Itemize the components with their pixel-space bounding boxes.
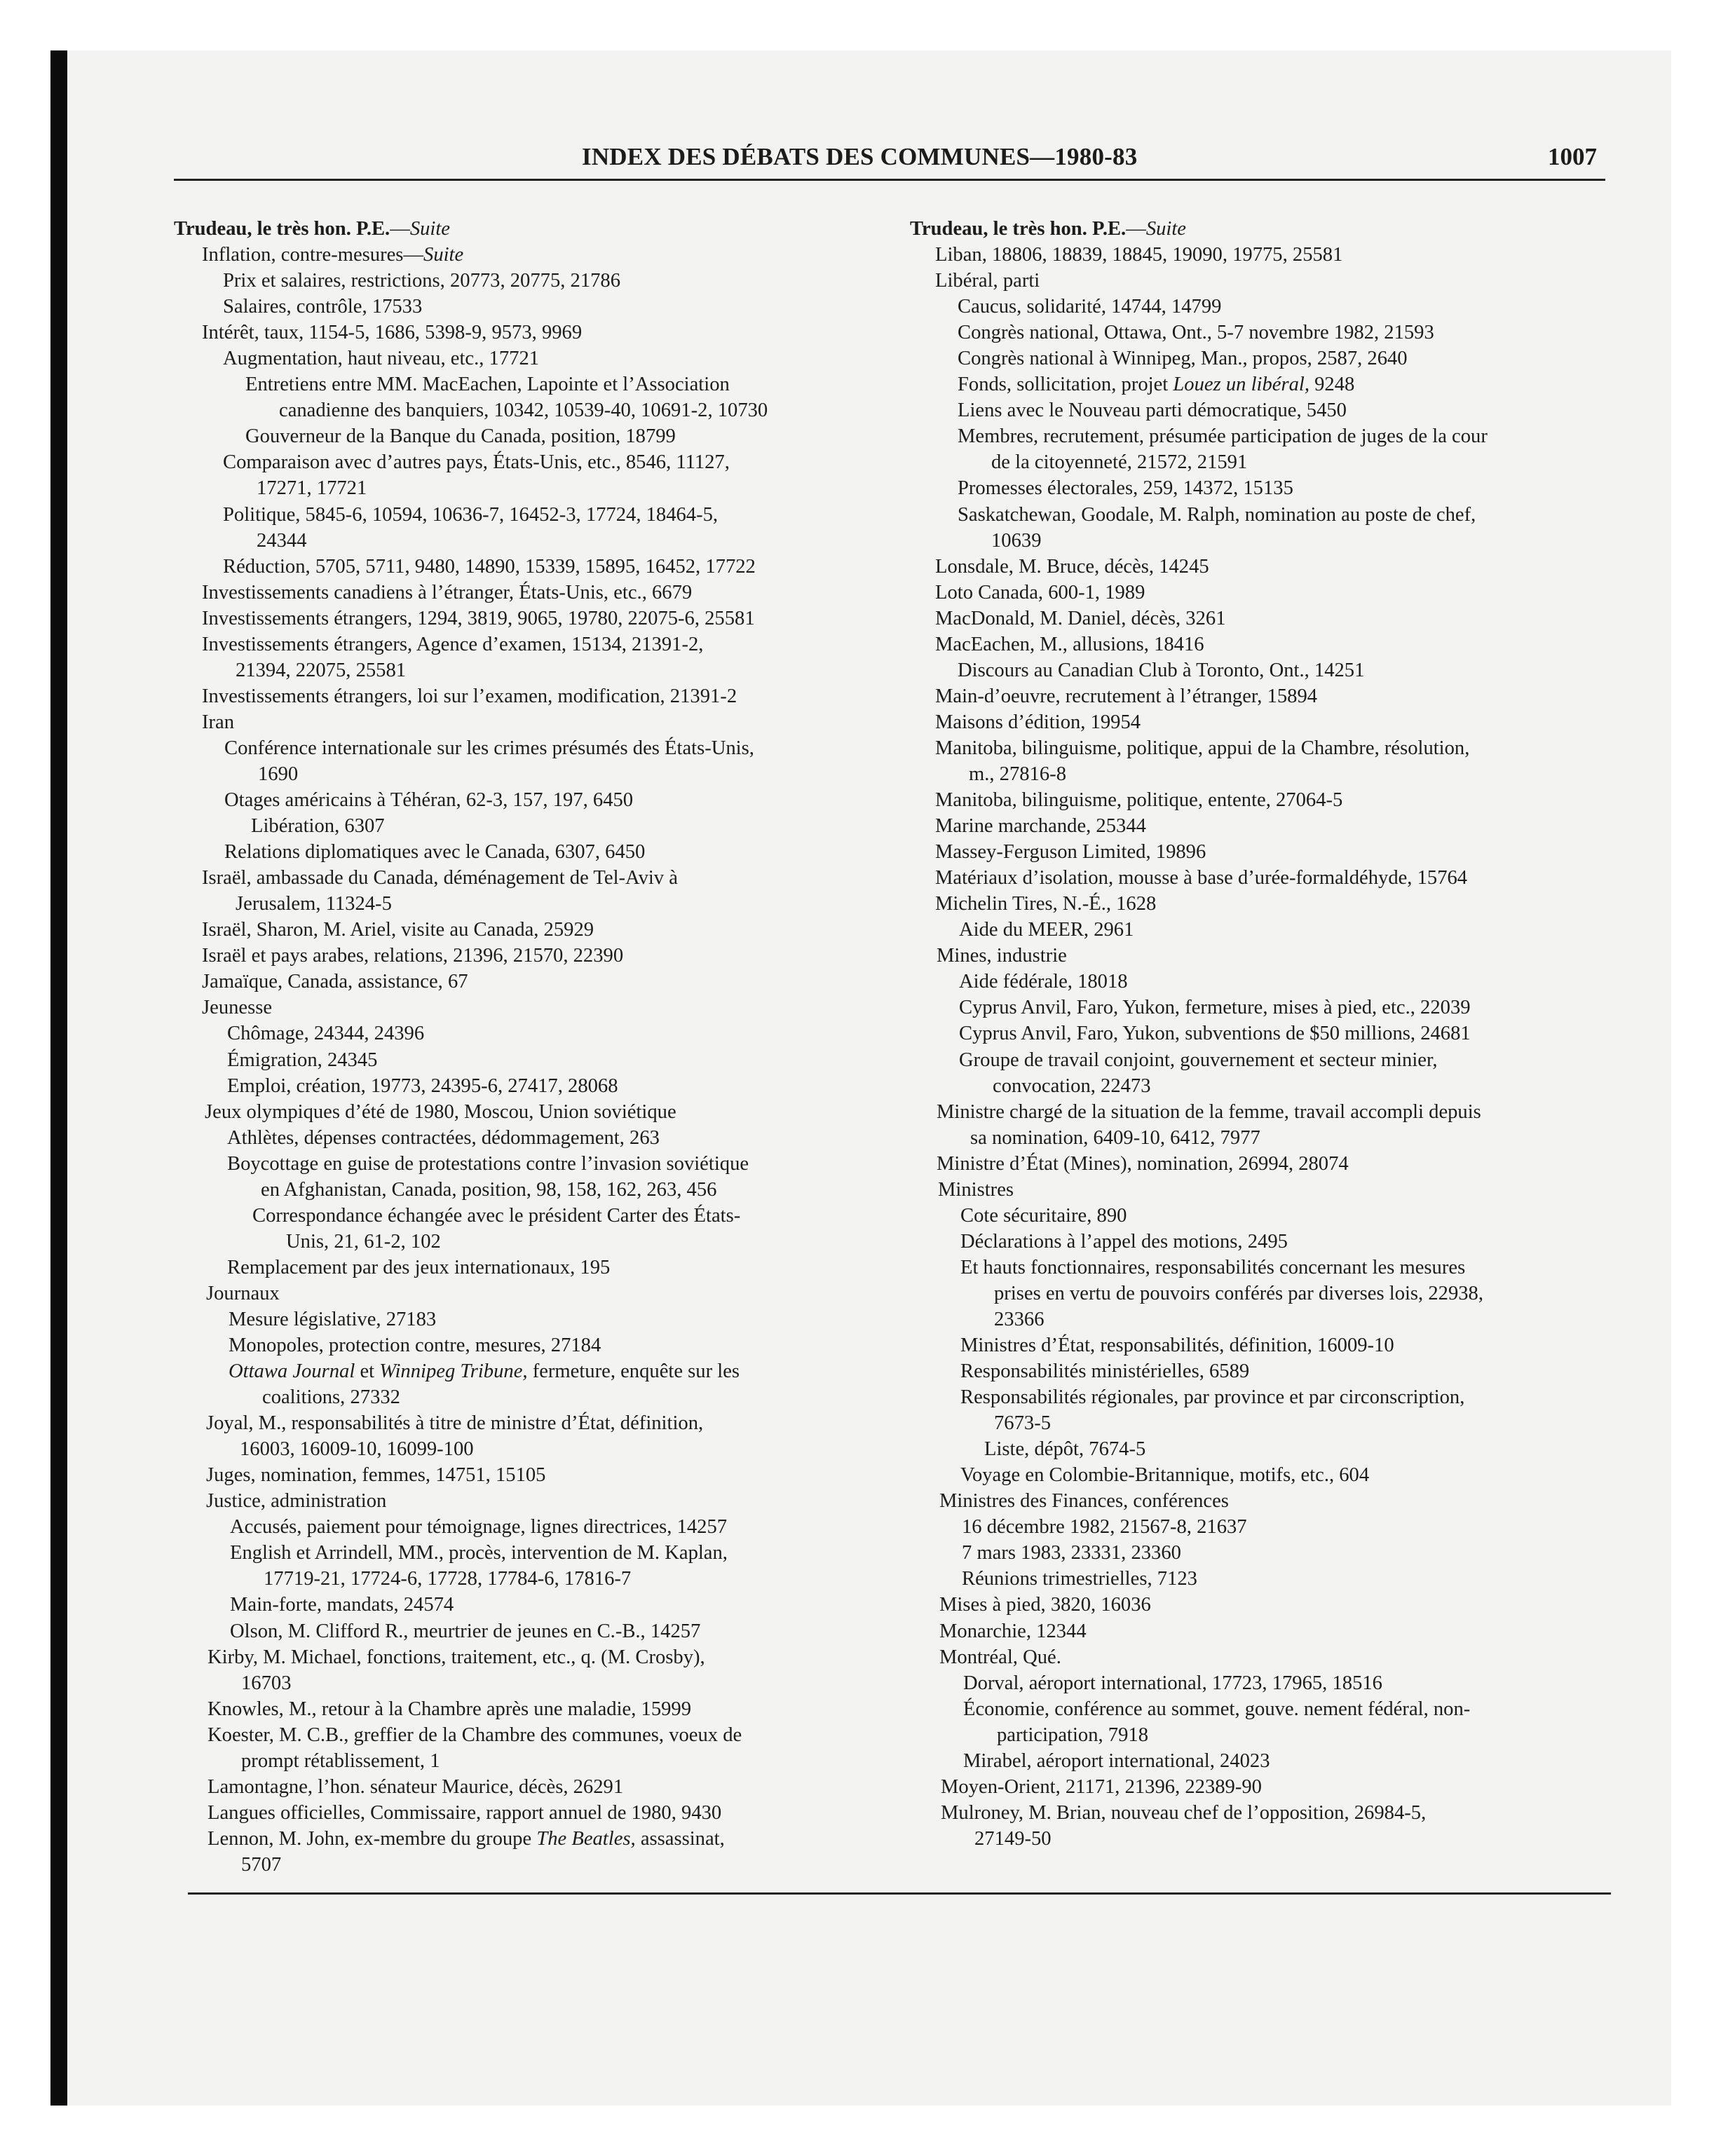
- entry-text: —: [390, 218, 410, 240]
- index-entry-line: [174, 632, 868, 657]
- entry-text: English et Arrindell, MM., procès, intervention de M. Kaplan,: [230, 1542, 728, 1564]
- index-entry-line: [174, 397, 868, 423]
- entry-text: Israël, ambassade du Canada, déménagement de Tel-Aviv à: [202, 867, 678, 889]
- index-entry-line: [910, 346, 1611, 371]
- italic-text: The Beatles,: [536, 1827, 636, 1850]
- index-entry-line: [910, 1384, 1611, 1410]
- entry-text: Matériaux d’isolation, mousse à base d’urée-formaldéhyde, 15764: [935, 867, 1468, 889]
- index-entry-line: [174, 1748, 868, 1774]
- entry-text: Émigration, 24345: [227, 1049, 378, 1071]
- index-entry-line: [910, 528, 1611, 554]
- index-entry-line: [910, 891, 1611, 917]
- entry-text: Joyal, M., responsabilités à titre de ministre d’État, définition,: [206, 1412, 704, 1435]
- entry-text: Promesses électorales, 259, 14372, 15135: [958, 477, 1293, 500]
- entry-text: Justice, administration: [206, 1490, 387, 1513]
- entry-text: Juges, nomination, femmes, 14751, 15105: [206, 1464, 546, 1487]
- index-entry-line: [910, 580, 1611, 606]
- entry-text: Chômage, 24344, 24396: [227, 1023, 425, 1045]
- entry-text: Olson, M. Clifford R., meurtrier de jeunes en C.-B., 14257: [230, 1620, 701, 1642]
- entry-text: Liban, 18806, 18839, 18845, 19090, 19775, 25581: [935, 244, 1343, 266]
- index-column-left: [174, 216, 868, 1878]
- entry-text: Cyprus Anvil, Faro, Yukon, fermeture, mises à pied, etc., 22039: [959, 997, 1471, 1019]
- index-entry-line: [174, 1125, 868, 1151]
- index-entry-line: [910, 969, 1611, 995]
- entry-text: 1690: [258, 763, 299, 785]
- index-entry-line: [174, 580, 868, 606]
- italic-text: Suite: [1145, 218, 1186, 240]
- entry-text: 7673-5: [994, 1412, 1052, 1435]
- index-entry-line: [910, 1462, 1611, 1488]
- index-entry-line: [910, 917, 1611, 943]
- entry-text: Ministre d’État (Mines), nomination, 26994, 28074: [937, 1152, 1349, 1175]
- entry-text: Loto Canada, 600-1, 1989: [935, 581, 1145, 603]
- index-entry-line: [910, 1644, 1611, 1670]
- index-entry-line: [174, 813, 868, 839]
- entry-text: Fonds, sollicitation, projet: [958, 374, 1173, 396]
- index-entry-line: [174, 1670, 868, 1696]
- index-entry-line: [910, 1722, 1611, 1748]
- index-entry-line: [174, 1852, 868, 1878]
- entry-text: Mines, industrie: [937, 945, 1067, 967]
- index-entry-line: [174, 423, 868, 449]
- index-entry-line: [174, 1774, 868, 1800]
- entry-text: 5707: [241, 1853, 282, 1876]
- index-entry-line: [910, 1099, 1611, 1125]
- index-entry-line: [910, 1826, 1611, 1852]
- index-entry-line: [910, 320, 1611, 346]
- index-entry-line: [174, 528, 868, 554]
- index-entry-line: [910, 502, 1611, 528]
- index-entry-line: [174, 449, 868, 475]
- entry-text: et: [355, 1360, 380, 1383]
- index-entry-line: [910, 995, 1611, 1021]
- index-entry-line: [174, 502, 868, 528]
- entry-text: Libéral, parti: [935, 270, 1040, 292]
- index-entry-line: [174, 683, 868, 709]
- index-entry-line: [174, 320, 868, 346]
- entry-text: Israël et pays arabes, relations, 21396, 21570, 22390: [202, 945, 624, 967]
- index-entry-line: [910, 1047, 1611, 1073]
- index-entry-line: [174, 1514, 868, 1540]
- index-heading-text: Trudeau, le très hon. P.E.: [174, 218, 390, 240]
- entry-text: Unis, 21, 61-2, 102: [286, 1230, 441, 1253]
- index-entry-line: [174, 1722, 868, 1748]
- entry-text: Intérêt, taux, 1154-5, 1686, 5398-9, 9573, 9969: [202, 322, 583, 344]
- entry-text: en Afghanistan, Canada, position, 98, 158, 162, 263, 456: [261, 1178, 717, 1201]
- index-entry-line: [910, 709, 1611, 735]
- index-entry-line: [910, 1358, 1611, 1384]
- entry-text: Monarchie, 12344: [939, 1620, 1087, 1642]
- index-entry-line: [174, 865, 868, 891]
- entry-text: Ministres des Finances, conférences: [939, 1490, 1229, 1513]
- entry-text: m., 27816-8: [969, 763, 1066, 785]
- entry-text: Lennon, M. John, ex-membre du groupe: [207, 1827, 537, 1850]
- entry-text: Réunions trimestrielles, 7123: [962, 1568, 1197, 1590]
- entry-text: convocation, 22473: [993, 1074, 1151, 1097]
- index-entry-line: [910, 294, 1611, 320]
- entry-text: Augmentation, haut niveau, etc., 17721: [223, 348, 540, 370]
- index-entry-line: [174, 1566, 868, 1592]
- index-entry-line: [910, 632, 1611, 657]
- index-column-right: [910, 216, 1611, 1852]
- entry-text: Kirby, M. Michael, fonctions, traitement, etc., q. (M. Crosby),: [207, 1646, 705, 1668]
- index-entry-line: [174, 735, 868, 761]
- page-number: 1007: [1548, 143, 1597, 170]
- entry-text: Remplacement par des jeux internationaux, 195: [227, 1256, 611, 1278]
- index-entry-line: [174, 371, 868, 397]
- entry-text: de la citoyenneté, 21572, 21591: [991, 451, 1248, 474]
- index-entry-line: [910, 1332, 1611, 1358]
- entry-text: Montréal, Qué.: [939, 1646, 1061, 1668]
- entry-text: —: [1126, 218, 1146, 240]
- entry-text: Dorval, aéroport international, 17723, 17965, 18516: [963, 1672, 1382, 1694]
- entry-text: fermeture, enquête sur les: [527, 1360, 740, 1383]
- index-entry-line: [910, 1800, 1611, 1826]
- entry-text: 27149-50: [974, 1827, 1052, 1850]
- index-entry-line: [910, 657, 1611, 683]
- index-entry-line: [174, 917, 868, 943]
- entry-text: 7 mars 1983, 23331, 23360: [962, 1542, 1181, 1564]
- entry-text: 21394, 22075, 25581: [236, 659, 407, 681]
- index-entry-line: [910, 761, 1611, 787]
- entry-text: Caucus, solidarité, 14744, 14799: [958, 296, 1222, 318]
- index-entry-line: [174, 1540, 868, 1566]
- entry-text: Membres, recrutement, présumée participation de juges de la cour: [958, 425, 1488, 448]
- index-entry-line: [174, 1229, 868, 1255]
- index-entry-line: [910, 865, 1611, 891]
- index-entry-line: [174, 1384, 868, 1410]
- index-entry-line: [910, 1618, 1611, 1644]
- entry-text: Athlètes, dépenses contractées, dédommagement, 263: [227, 1126, 660, 1149]
- index-entry-line: [910, 268, 1611, 294]
- entry-text: Massey-Ferguson Limited, 19896: [935, 841, 1206, 864]
- entry-text: Jerusalem, 11324-5: [236, 893, 392, 915]
- entry-text: Mulroney, M. Brian, nouveau chef de l’opposition, 26984-5,: [941, 1801, 1427, 1824]
- index-entry-line: [174, 294, 868, 320]
- index-entry-line: [174, 839, 868, 865]
- entry-text: Jamaïque, Canada, assistance, 67: [202, 971, 468, 993]
- entry-text: Ministres d’État, responsabilités, définition, 16009-10: [960, 1335, 1394, 1357]
- index-entry-line: [910, 371, 1611, 397]
- entry-text: Aide du MEER, 2961: [959, 919, 1134, 941]
- entry-text: Journaux: [206, 1282, 280, 1304]
- entry-text: Monopoles, protection contre, mesures, 27184: [229, 1335, 601, 1357]
- running-header-title: INDEX DES DÉBATS DES COMMUNES—1980-83: [582, 143, 1138, 170]
- index-entry-line: [174, 1047, 868, 1073]
- index-entry-line: [174, 1151, 868, 1177]
- index-entry-line: [174, 1488, 868, 1514]
- entry-text: Investissements étrangers, loi sur l’examen, modification, 21391-2: [202, 685, 737, 707]
- index-entry-line: [910, 683, 1611, 709]
- index-entry-line: [174, 943, 868, 969]
- entry-text: Salaires, contrôle, 17533: [223, 296, 423, 318]
- index-entry-line: [174, 891, 868, 917]
- index-entry-line: [174, 1696, 868, 1722]
- entry-text: 10639: [991, 529, 1042, 552]
- index-entry-line: [174, 1073, 868, 1099]
- entry-text: Koester, M. C.B., greffier de la Chambre des communes, voeux de: [207, 1724, 742, 1746]
- index-entry-line: [910, 397, 1611, 423]
- index-entry-line: [174, 1255, 868, 1281]
- entry-text: Discours au Canadian Club à Toronto, Ont., 14251: [958, 659, 1365, 681]
- index-entry-line: [910, 1774, 1611, 1800]
- entry-text: Gouverneur de la Banque du Canada, position, 18799: [245, 425, 676, 448]
- header-rule: [174, 179, 1605, 181]
- entry-text: Maisons d’édition, 19954: [935, 711, 1141, 733]
- index-entry-line: [174, 346, 868, 371]
- index-entry-line: [910, 787, 1611, 813]
- index-entry-line: [910, 1540, 1611, 1566]
- entry-text: Conférence internationale sur les crimes présumés des États-Unis,: [224, 737, 754, 759]
- index-entry-line: [910, 1203, 1611, 1229]
- entry-text: Voyage en Colombie-Britannique, motifs, etc., 604: [960, 1464, 1370, 1487]
- index-entry-line: [910, 943, 1611, 969]
- entry-text: Économie, conférence au sommet, gouve. nement fédéral, non-: [963, 1698, 1471, 1720]
- index-entry-line: [910, 1436, 1611, 1462]
- entry-text: Investissements canadiens à l’étranger, États-Unis, etc., 6679: [202, 581, 693, 603]
- index-entry-line: [910, 449, 1611, 475]
- index-entry-line: [910, 1281, 1611, 1306]
- index-entry-line: [910, 735, 1611, 761]
- entry-text: Manitoba, bilinguisme, politique, appui de la Chambre, résolution,: [935, 737, 1470, 759]
- footer-rule: [188, 1892, 1611, 1895]
- entry-text: Groupe de travail conjoint, gouvernement et secteur minier,: [959, 1049, 1438, 1071]
- entry-text: Moyen-Orient, 21171, 21396, 22389-90: [941, 1775, 1262, 1798]
- entry-text: Inflation, contre-mesures—: [202, 244, 424, 266]
- entry-text: sa nomination, 6409-10, 6412, 7977: [970, 1126, 1260, 1149]
- entry-text: Accusés, paiement pour témoignage, lignes directrices, 14257: [230, 1516, 728, 1538]
- index-entry-line: [910, 1125, 1611, 1151]
- entry-text: coalitions, 27332: [262, 1386, 400, 1409]
- index-entry-line: [174, 1644, 868, 1670]
- index-entry-line: [910, 1748, 1611, 1774]
- index-entry-line: [174, 1592, 868, 1618]
- index-entry-line: [910, 1670, 1611, 1696]
- index-entry-line: [910, 554, 1611, 580]
- entry-text: Mesure législative, 27183: [229, 1308, 437, 1330]
- entry-text: Libération, 6307: [251, 815, 385, 838]
- binding-edge: [50, 50, 67, 2106]
- index-entry-line: [910, 216, 1611, 242]
- index-entry-line: [174, 709, 868, 735]
- index-entry-line: [910, 1514, 1611, 1540]
- index-entry-line: [910, 1151, 1611, 1177]
- entry-text: Déclarations à l’appel des motions, 2495: [960, 1230, 1288, 1253]
- entry-text: Main-d’oeuvre, recrutement à l’étranger, 15894: [935, 685, 1318, 707]
- index-entry-line: [910, 1696, 1611, 1722]
- index-entry-line: [174, 1332, 868, 1358]
- italic-text: Winnipeg Tribune,: [379, 1360, 528, 1383]
- index-entry-line: [910, 606, 1611, 632]
- entry-text: Mirabel, aéroport international, 24023: [963, 1749, 1270, 1772]
- entry-text: Cote sécuritaire, 890: [960, 1204, 1127, 1227]
- index-entry-line: [910, 1021, 1611, 1046]
- index-entry-line: [174, 1826, 868, 1852]
- index-entry-line: [174, 1618, 868, 1644]
- entry-text: Aide fédérale, 18018: [959, 971, 1128, 993]
- entry-text: MacDonald, M. Daniel, décès, 3261: [935, 607, 1226, 629]
- index-entry-line: [910, 423, 1611, 449]
- entry-text: Emploi, création, 19773, 24395-6, 27417, 28068: [227, 1074, 618, 1097]
- index-entry-line: [910, 475, 1611, 501]
- entry-text: 17271, 17721: [257, 477, 367, 500]
- entry-text: prompt rétablissement, 1: [241, 1749, 440, 1772]
- index-entry-line: [174, 216, 868, 242]
- entry-text: Lonsdale, M. Bruce, décès, 14245: [935, 555, 1209, 578]
- entry-text: Relations diplomatiques avec le Canada, 6307, 6450: [224, 841, 646, 864]
- index-entry-line: [174, 475, 868, 501]
- index-entry-line: [910, 813, 1611, 839]
- entry-text: 16003, 16009-10, 16099-100: [240, 1438, 474, 1461]
- entry-text: Main-forte, mandats, 24574: [230, 1594, 454, 1616]
- italic-text: Louez un libéral,: [1173, 374, 1309, 396]
- index-entry-line: [910, 1073, 1611, 1099]
- index-entry-line: [174, 1436, 868, 1462]
- index-entry-line: [174, 606, 868, 632]
- entry-text: Knowles, M., retour à la Chambre après une maladie, 15999: [207, 1698, 692, 1720]
- index-entry-line: [174, 657, 868, 683]
- entry-text: Otages américains à Téhéran, 62-3, 157, 197, 6450: [224, 789, 634, 812]
- index-entry-line: [174, 1177, 868, 1203]
- entry-text: Responsabilités ministérielles, 6589: [960, 1360, 1250, 1383]
- italic-text: Suite: [423, 244, 464, 266]
- index-entry-line: [174, 1099, 868, 1125]
- entry-text: Israël, Sharon, M. Ariel, visite au Canada, 25929: [202, 919, 594, 941]
- index-entry-line: [174, 1410, 868, 1436]
- entry-text: Investissements étrangers, Agence d’examen, 15134, 21391-2,: [202, 633, 704, 655]
- entry-text: Cyprus Anvil, Faro, Yukon, subventions de $50 millions, 24681: [959, 1023, 1471, 1045]
- index-entry-line: [910, 1306, 1611, 1332]
- entry-text: 16 décembre 1982, 21567-8, 21637: [962, 1516, 1247, 1538]
- entry-text: Correspondance échangée avec le président Carter des États-: [252, 1204, 741, 1227]
- italic-text: Suite: [409, 218, 450, 240]
- index-entry-line: [910, 1410, 1611, 1436]
- entry-text: Langues officielles, Commissaire, rapport annuel de 1980, 9430: [207, 1801, 722, 1824]
- entry-text: Mises à pied, 3820, 16036: [939, 1594, 1151, 1616]
- entry-text: 9248: [1309, 374, 1355, 396]
- index-entry-line: [174, 554, 868, 580]
- entry-text: Saskatchewan, Goodale, M. Ralph, nomination au poste de chef,: [958, 503, 1476, 526]
- entry-text: assassinat,: [635, 1827, 725, 1850]
- entry-text: Jeux olympiques d’été de 1980, Moscou, Union soviétique: [205, 1100, 676, 1123]
- index-heading-text: Trudeau, le très hon. P.E.: [910, 218, 1127, 240]
- entry-text: Iran: [202, 711, 235, 733]
- entry-text: Réduction, 5705, 5711, 9480, 14890, 15339, 15895, 16452, 17722: [223, 555, 756, 578]
- index-entry-line: [174, 787, 868, 813]
- entry-text: Marine marchande, 25344: [935, 815, 1146, 838]
- entry-text: Liste, dépôt, 7674-5: [984, 1438, 1146, 1461]
- index-entry-line: [174, 969, 868, 995]
- entry-text: Politique, 5845-6, 10594, 10636-7, 16452-3, 17724, 18464-5,: [223, 503, 719, 526]
- index-entry-line: [910, 1177, 1611, 1203]
- entry-text: Boycottage en guise de protestations contre l’invasion soviétique: [227, 1152, 749, 1175]
- entry-text: 24344: [257, 529, 307, 552]
- index-entry-line: [174, 1358, 868, 1384]
- entry-text: Entretiens entre MM. MacEachen, Lapointe et l’Association: [245, 374, 730, 396]
- index-entry-line: [910, 242, 1611, 268]
- index-entry-line: [910, 1592, 1611, 1618]
- entry-text: prises en vertu de pouvoirs conférés par diverses lois, 22938,: [994, 1282, 1483, 1304]
- index-entry-line: [910, 1488, 1611, 1514]
- entry-text: Comparaison avec d’autres pays, États-Unis, etc., 8546, 11127,: [223, 451, 730, 474]
- index-entry-line: [910, 1255, 1611, 1281]
- index-entry-line: [174, 1462, 868, 1488]
- entry-text: Prix et salaires, restrictions, 20773, 20775, 21786: [223, 270, 621, 292]
- entry-text: Responsabilités régionales, par province et par circonscription,: [960, 1386, 1465, 1409]
- entry-text: MacEachen, M., allusions, 18416: [935, 633, 1204, 655]
- entry-text: 23366: [994, 1308, 1045, 1330]
- entry-text: 16703: [241, 1672, 292, 1694]
- index-entry-line: [174, 1800, 868, 1826]
- entry-text: Congrès national, Ottawa, Ont., 5-7 novembre 1982, 21593: [958, 322, 1434, 344]
- entry-text: 17719-21, 17724-6, 17728, 17784-6, 17816-7: [264, 1568, 632, 1590]
- entry-text: Ministre chargé de la situation de la femme, travail accompli depuis: [937, 1100, 1481, 1123]
- index-entry-line: [174, 242, 868, 268]
- entry-text: Lamontagne, l’hon. sénateur Maurice, décès, 26291: [207, 1775, 624, 1798]
- entry-text: Congrès national à Winnipeg, Man., propos, 2587, 2640: [958, 348, 1408, 370]
- entry-text: Et hauts fonctionnaires, responsabilités concernant les mesures: [960, 1256, 1466, 1278]
- italic-text: Ottawa Journal: [229, 1360, 355, 1383]
- index-entry-line: [174, 995, 868, 1021]
- index-entry-line: [174, 1203, 868, 1229]
- index-entry-line: [174, 268, 868, 294]
- index-entry-line: [910, 1229, 1611, 1255]
- entry-text: Ministres: [938, 1178, 1014, 1201]
- index-entry-line: [174, 1306, 868, 1332]
- entry-text: Michelin Tires, N.-É., 1628: [935, 893, 1157, 915]
- entry-text: Jeunesse: [202, 997, 273, 1019]
- entry-text: participation, 7918: [997, 1724, 1148, 1746]
- entry-text: canadienne des banquiers, 10342, 10539-40, 10691-2, 10730: [279, 400, 768, 422]
- index-entry-line: [174, 1281, 868, 1306]
- entry-text: Liens avec le Nouveau parti démocratique, 5450: [958, 400, 1347, 422]
- index-entry-line: [910, 839, 1611, 865]
- index-entry-line: [174, 761, 868, 787]
- entry-text: Investissements étrangers, 1294, 3819, 9065, 19780, 22075-6, 25581: [202, 607, 755, 629]
- entry-text: Manitoba, bilinguisme, politique, entente, 27064-5: [935, 789, 1343, 812]
- index-entry-line: [174, 1021, 868, 1046]
- index-entry-line: [910, 1566, 1611, 1592]
